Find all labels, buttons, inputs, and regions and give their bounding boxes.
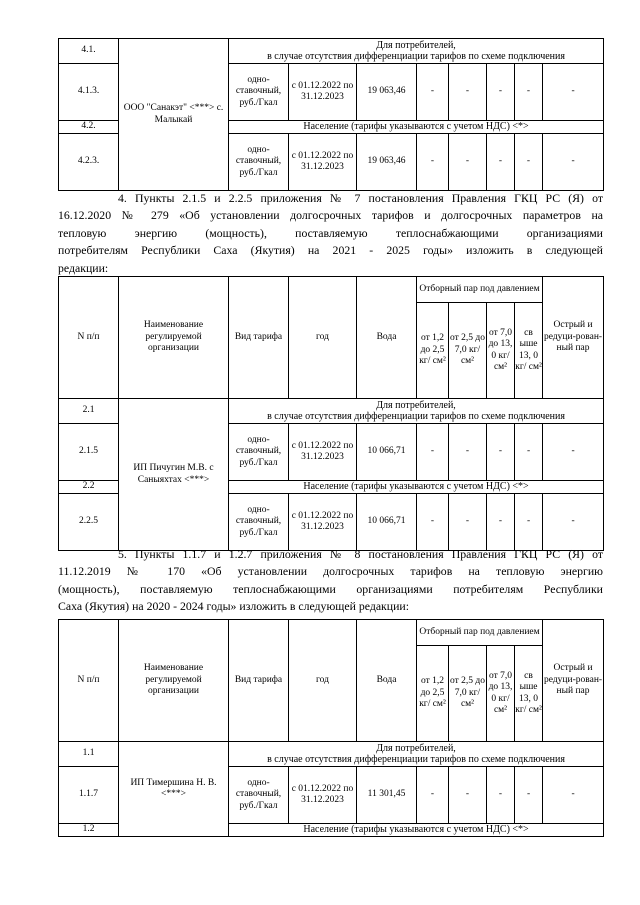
dash-cell: - (417, 424, 449, 481)
header-tariff-type: Вид тарифа (229, 277, 289, 399)
row-number: 1.1.7 (59, 767, 119, 824)
tariff-period: с 01.12.2022 по 31.12.2023 (289, 494, 357, 551)
dash-cell: - (487, 64, 515, 121)
header-steam-3: от 7,0 до 13, 0 кг/ см² (487, 646, 515, 742)
row-number: 1.2 (59, 824, 119, 837)
row-number: 1.1 (59, 742, 119, 767)
dash-cell: - (449, 424, 487, 481)
row-number: 4.1.3. (59, 64, 119, 121)
dash-cell: - (449, 134, 487, 191)
header-number: N п/п (59, 277, 119, 399)
header-steam-1: от 1,2 до 2,5 кг/ см² (417, 646, 449, 742)
tariff-table-1 (58, 38, 604, 191)
tariff-period: с 01.12.2022 по 31.12.2023 (289, 134, 357, 191)
dash-cell: - (449, 494, 487, 551)
row-number: 4.1. (59, 39, 119, 64)
water-value: 11 301,45 (357, 767, 417, 824)
organization-name: ООО "Санакэт" <***> с. Малыкай (119, 39, 229, 191)
header-water: Вода (357, 277, 417, 399)
row-number: 4.2.3. (59, 134, 119, 191)
header-sharp-steam: Острый и редуци-рован-ный пар (543, 620, 604, 742)
tariff-period: с 01.12.2022 по 31.12.2023 (289, 424, 357, 481)
paragraph-5: 5. Пункты 1.1.7 и 1.2.7 приложения № 8 постановления Правления ГКЦ РС (Я) от 11.12.2019 № 170 «Об установлении долгосрочных тарифов на тепловую энергию (мощность), поставляемую теплоснабжающими организациями потребителям Республики Саха (Якутия) на 2020 - 2024 годы» изложить в следующей редакции: (58, 547, 603, 614)
dash-cell: - (515, 494, 543, 551)
water-value: 10 066,71 (357, 494, 417, 551)
header-water: Вода (357, 620, 417, 742)
dash-cell: - (543, 134, 604, 191)
dash-cell: - (449, 64, 487, 121)
header-tariff-type: Вид тарифа (229, 620, 289, 742)
consumers-heading: Для потребителей, в случае отсутствия дифференциации тарифов по схеме подключения (229, 39, 604, 64)
dash-cell: - (515, 64, 543, 121)
dash-cell: - (487, 134, 515, 191)
dash-cell: - (543, 424, 604, 481)
dash-cell: - (543, 767, 604, 824)
organization-name: ИП Пичугин М.В. с Саныяхтах <***> (119, 399, 229, 551)
tariff-period: с 01.12.2022 по 31.12.2023 (289, 64, 357, 121)
dash-cell: - (515, 424, 543, 481)
water-value: 19 063,46 (357, 134, 417, 191)
header-steam-4: св ыше 13, 0 кг/ см² (515, 646, 543, 742)
dash-cell: - (487, 767, 515, 824)
dash-cell: - (449, 767, 487, 824)
header-sharp-steam: Острый и редуци-рован-ный пар (543, 277, 604, 399)
dash-cell: - (543, 64, 604, 121)
header-year: год (289, 277, 357, 399)
dash-cell: - (417, 494, 449, 551)
population-heading: Население (тарифы указываются с учетом НДС) <*> (229, 121, 604, 134)
row-number: 2.2 (59, 481, 119, 494)
header-steam-2: от 2,5 до 7,0 кг/ см² (449, 303, 487, 399)
header-steam: Отборный пар под давлением (417, 277, 543, 303)
consumers-heading: Для потребителей, в случае отсутствия дифференциации тарифов по схеме подключения (229, 399, 604, 424)
tariff-type: одно-ставочный, руб./Гкал (229, 134, 289, 191)
tariff-type: одно-ставочный, руб./Гкал (229, 494, 289, 551)
dash-cell: - (515, 767, 543, 824)
tariff-table-3 (58, 619, 604, 837)
header-steam-3: от 7,0 до 13, 0 кг/ см² (487, 303, 515, 399)
tariff-type: одно-ставочный, руб./Гкал (229, 767, 289, 824)
population-heading: Население (тарифы указываются с учетом НДС) <*> (229, 824, 604, 837)
dash-cell: - (417, 767, 449, 824)
paragraph-4: 4. Пункты 2.1.5 и 2.2.5 приложения № 7 постановления Правления ГКЦ РС (Я) от 16.12.2020 № 279 «Об установлении долгосрочных тарифов и долгосрочных параметров на тепловую энергию (мощность), поставляемую теплоснабжающими организациями потребителям Республики Саха (Якутия) на 2021 - 2025 годы» изложить в следующей редакции: (58, 191, 603, 275)
header-org-name: Наименование регулируемой организации (119, 277, 229, 399)
dash-cell: - (417, 64, 449, 121)
tariff-table-2 (58, 276, 604, 551)
water-value: 19 063,46 (357, 64, 417, 121)
row-number: 2.1 (59, 399, 119, 424)
dash-cell: - (515, 134, 543, 191)
dash-cell: - (487, 494, 515, 551)
header-steam-1: от 1,2 до 2,5 кг/ см² (417, 303, 449, 399)
dash-cell: - (543, 494, 604, 551)
consumers-heading: Для потребителей, в случае отсутствия дифференциации тарифов по схеме подключения (229, 742, 604, 767)
header-org-name: Наименование регулируемой организации (119, 620, 229, 742)
tariff-period: с 01.12.2022 по 31.12.2023 (289, 767, 357, 824)
header-steam-4: св ыше 13, 0 кг/ см² (515, 303, 543, 399)
row-number: 2.2.5 (59, 494, 119, 551)
header-number: N п/п (59, 620, 119, 742)
organization-name: ИП Тимершина Н. В. <***> (119, 742, 229, 837)
header-year: год (289, 620, 357, 742)
water-value: 10 066,71 (357, 424, 417, 481)
header-steam-2: от 2,5 до 7,0 кг/ см² (449, 646, 487, 742)
row-number: 4.2. (59, 121, 119, 134)
dash-cell: - (417, 134, 449, 191)
row-number: 2.1.5 (59, 424, 119, 481)
tariff-type: одно-ставочный, руб./Гкал (229, 64, 289, 121)
dash-cell: - (487, 424, 515, 481)
header-steam: Отборный пар под давлением (417, 620, 543, 646)
population-heading: Население (тарифы указываются с учетом НДС) <*> (229, 481, 604, 494)
tariff-type: одно-ставочный, руб./Гкал (229, 424, 289, 481)
